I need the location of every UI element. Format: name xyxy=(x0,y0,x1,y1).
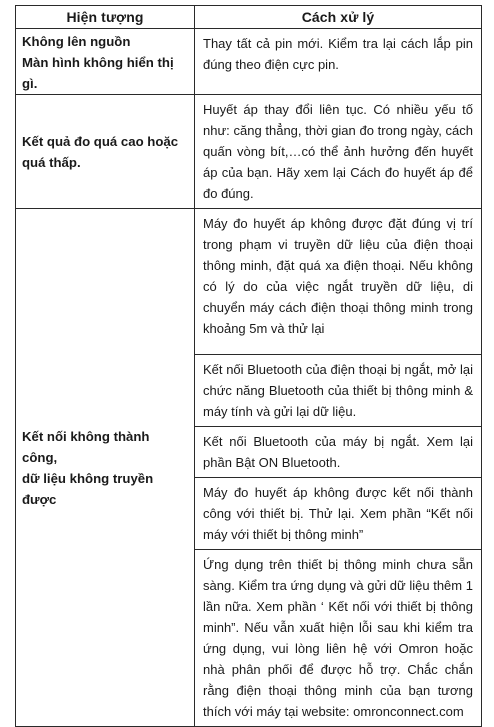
solution-cell: Thay tất cả pin mới. Kiểm tra lại cách lắp pin đúng theo điện cực pin. xyxy=(195,29,482,95)
issue-text: Không lên nguồn xyxy=(22,34,131,49)
header-issue: Hiện tượng xyxy=(16,6,195,29)
solution-cell: Kết nối Bluetooth của điện thoại bị ngắt, mở lại chức năng Bluetooth của thiết bị thông minh & máy tính và gửi lại dữ liệu. xyxy=(195,355,482,427)
table-header-row xyxy=(16,6,482,29)
issue-text: Kết quả đo quá cao hoặc xyxy=(22,133,179,149)
issue-cell xyxy=(16,29,195,95)
solution-cell: Máy đo huyết áp không được kết nối thành công với thiết bị. Thử lại. Xem phần “Kết nối máy với thiết bị thông minh” xyxy=(195,478,482,550)
header-solution: Cách xử lý xyxy=(195,6,482,29)
issue-text: Kết nối không thành công, xyxy=(22,428,150,465)
issue-text: dữ liệu không truyền được xyxy=(22,470,154,507)
solution-cell: Ứng dụng trên thiết bị thông minh chưa sẵn sàng. Kiểm tra ứng dụng và gửi dữ liệu thêm 1 lần nữa. Xem phần ‘ Kết nối với thiết bị thông minh”. Nếu vẫn xuất hiện lỗi sau khi kiểm tra ứng dụng, vui lòng liên hệ với Omron hoặc nhà phân phối để được hỗ trợ. Chắc chắn rằng điện thoại thông minh của bạn tương thích với máy tại website: omronconnect.com xyxy=(195,550,482,727)
issue-text: Màn hình không hiển thị gì. xyxy=(22,55,174,91)
solution-cell: Kết nối Bluetooth của máy bị ngắt. Xem lại phần Bật ON Bluetooth. xyxy=(195,427,482,478)
solution-cell: Máy đo huyết áp không được đặt đúng vị trí trong phạm vi truyền dữ liệu của điện thoại thông minh, đặt quá xa điện thoại. Nếu không có lý do của việc ngắt truyền dữ liệu, di chuyển máy cách điện thoại thông minh trong khoảng 5m và thử lại xyxy=(195,209,482,355)
issue-text: quá thấp. xyxy=(22,154,81,170)
issue-cell xyxy=(16,209,195,727)
table-row xyxy=(16,29,482,95)
table-row xyxy=(16,95,482,209)
solution-cell: Huyết áp thay đổi liên tục. Có nhiều yếu tố như: căng thẳng, thời gian đo trong ngày, cách quấn vòng bít,…có thể ảnh hưởng đến huyết áp của bạn. Hãy xem lại Cách đo huyết áp để đo đúng. xyxy=(195,95,482,209)
table-row xyxy=(16,209,482,355)
issue-cell xyxy=(16,95,195,209)
troubleshooting-table xyxy=(15,5,482,727)
